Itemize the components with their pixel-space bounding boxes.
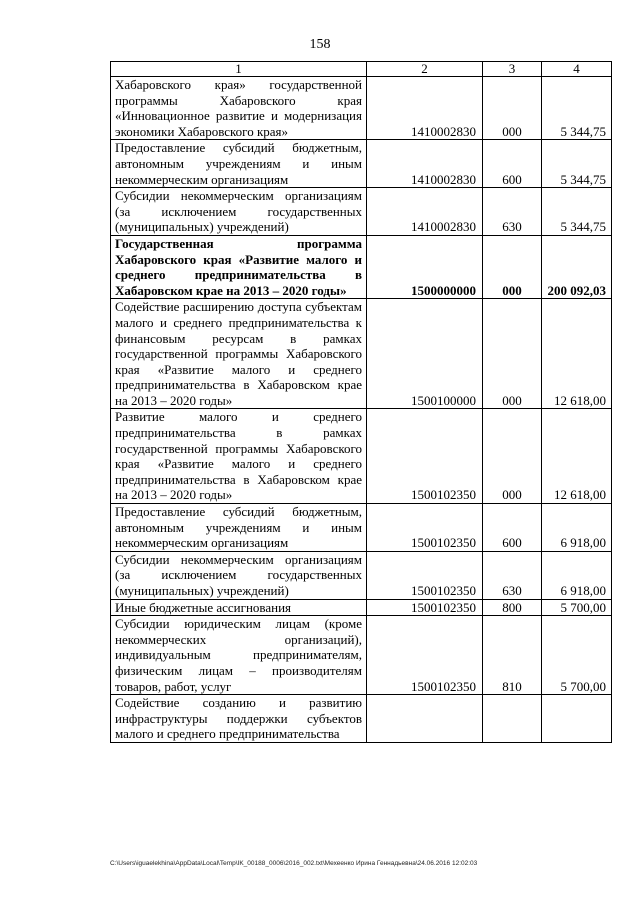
file-path-footer: C:\Users\iguaelekhina\AppData\Local\Temp\IK_00188_0006\2016_002.txt\Мехеенко Ирина Геннадьевна\24.06.2016 12:02:03	[110, 860, 478, 867]
row-name: Развитие малого и среднего предпринимательства в рамках государственной программы Хабаровского края «Развитие малого и среднего предпринимательства в Хабаровском крае на 2013 – 2020 годы»	[111, 409, 367, 504]
row-expense-type: 600	[483, 504, 542, 552]
row-sum: 12 618,00	[542, 409, 612, 504]
row-expense-type: 000	[483, 77, 542, 140]
row-name: Иные бюджетные ассигнования	[111, 599, 367, 616]
row-sum: 6 918,00	[542, 504, 612, 552]
page-number: 158	[309, 37, 331, 52]
row-sum: 5 700,00	[542, 599, 612, 616]
row-code: 1500100000	[367, 299, 483, 409]
row-expense-type: 800	[483, 599, 542, 616]
row-code: 1500102350	[367, 599, 483, 616]
row-sum	[542, 695, 612, 743]
table-row	[111, 77, 612, 140]
table-row	[111, 551, 612, 599]
header-col-3: 3	[483, 62, 542, 77]
row-sum: 5 344,75	[542, 188, 612, 236]
row-code	[367, 695, 483, 743]
row-expense-type: 600	[483, 140, 542, 188]
row-code: 1410002830	[367, 188, 483, 236]
row-name: Государственная программа Хабаровского края «Развитие малого и среднего предпринимательства в Хабаровском крае на 2013 – 2020 годы»	[111, 235, 367, 298]
row-sum: 200 092,03	[542, 235, 612, 298]
budget-table	[110, 61, 612, 743]
header-col-4: 4	[542, 62, 612, 77]
row-code: 1500102350	[367, 504, 483, 552]
table-row	[111, 299, 612, 409]
row-sum: 5 344,75	[542, 77, 612, 140]
row-name: Субсидии некоммерческим организациям (за исключением государственных (муниципальных) учреждений)	[111, 551, 367, 599]
header-col-2: 2	[367, 62, 483, 77]
table-row	[111, 409, 612, 504]
row-sum: 5 700,00	[542, 616, 612, 695]
row-sum: 5 344,75	[542, 140, 612, 188]
table-row	[111, 599, 612, 616]
row-name: Предоставление субсидий бюджетным, автономным учреждениям и иным некоммерческим организациям	[111, 140, 367, 188]
row-expense-type: 000	[483, 299, 542, 409]
row-expense-type: 000	[483, 235, 542, 298]
row-name: Содействие расширению доступа субъектам малого и среднего предпринимательства к финансовым ресурсам в рамках государственной программы Хабаровского края «Развитие малого и среднего предпринимательства в Хабаровском крае на 2013 – 2020 годы»	[111, 299, 367, 409]
table-row	[111, 188, 612, 236]
table-row	[111, 616, 612, 695]
row-name: Предоставление субсидий бюджетным, автономным учреждениям и иным некоммерческим организациям	[111, 504, 367, 552]
row-sum: 6 918,00	[542, 551, 612, 599]
row-name: Субсидии некоммерческим организациям (за исключением государственных (муниципальных) учреждений)	[111, 188, 367, 236]
row-name: Содействие созданию и развитию инфраструктуры поддержки субъектов малого и среднего предпринимательства	[111, 695, 367, 743]
row-name: Хабаровского края» государственной программы Хабаровского края «Инновационное развитие и модернизация экономики Хабаровского края»	[111, 77, 367, 140]
row-expense-type	[483, 695, 542, 743]
table-row	[111, 695, 612, 743]
row-code: 1410002830	[367, 77, 483, 140]
table-row	[111, 140, 612, 188]
table-row	[111, 504, 612, 552]
row-expense-type: 810	[483, 616, 542, 695]
row-name: Субсидии юридическим лицам (кроме некоммерческих организаций), индивидуальным предпринимателям, физическим лицам – производителям товаров, работ, услуг	[111, 616, 367, 695]
table-row-program	[111, 235, 612, 298]
row-code: 1500102350	[367, 409, 483, 504]
header-col-1: 1	[111, 62, 367, 77]
row-code: 1500102350	[367, 551, 483, 599]
row-expense-type: 630	[483, 551, 542, 599]
row-sum: 12 618,00	[542, 299, 612, 409]
row-code: 1500102350	[367, 616, 483, 695]
row-expense-type: 000	[483, 409, 542, 504]
row-code: 1410002830	[367, 140, 483, 188]
row-code: 1500000000	[367, 235, 483, 298]
table-header-row	[111, 62, 612, 77]
row-expense-type: 630	[483, 188, 542, 236]
